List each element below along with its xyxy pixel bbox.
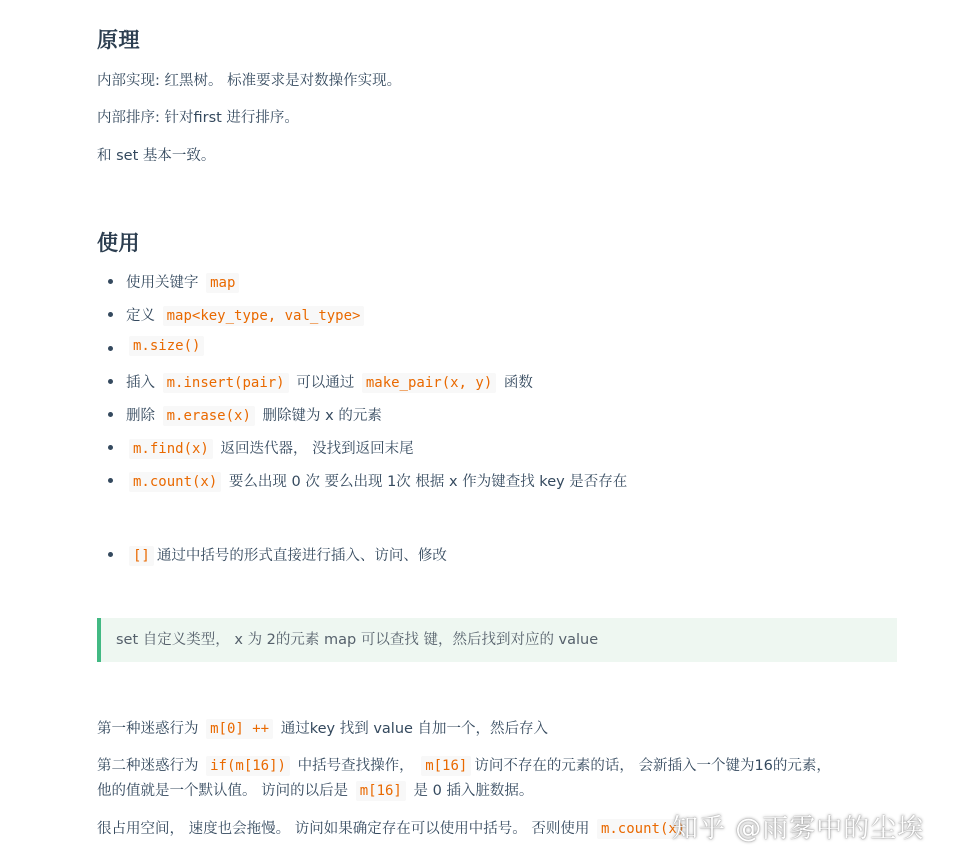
- list-item: [126, 404, 382, 425]
- paragraph-confusing-3: [97, 817, 692, 838]
- inline-code: m[16]: [421, 756, 471, 776]
- inline-code: m.insert(pair): [163, 373, 289, 393]
- para-text: 他的值就是一个默认值。 访问的以后是: [97, 783, 353, 799]
- inline-code: m[0] ++: [206, 719, 273, 739]
- item-text: 删除: [126, 408, 160, 424]
- list-item: [126, 437, 414, 458]
- item-text: 要么出现 0 次 要么出现 1次 根据 x 作为键查找 key 是否存在: [224, 474, 628, 490]
- tip-blockquote: set 自定义类型， x 为 2的元素 map 可以查找 键，然后找到对应的 value: [97, 618, 897, 662]
- list-item: [126, 371, 533, 392]
- para-text: 第一种迷惑行为: [97, 721, 204, 737]
- item-text: 函数: [499, 375, 533, 391]
- para-text: 通过key 找到 value 自加一个，然后存入: [276, 721, 549, 737]
- item-text: 返回迭代器， 没找到返回末尾: [215, 441, 414, 457]
- list-item: [126, 544, 447, 565]
- inline-code: m.find(x): [129, 439, 213, 459]
- para-text: 访问不存在的元素的话， 会新插入一个键为16的元素，: [474, 758, 831, 774]
- list-item: [126, 271, 242, 292]
- list-item: [126, 338, 207, 354]
- item-text: 通过中括号的形式直接进行插入、访问、修改: [156, 548, 447, 564]
- paragraph-like-set: 和 set 基本一致。: [97, 148, 216, 164]
- inline-code: make_pair(x, y): [362, 373, 496, 393]
- paragraph-confusing-2-cont: [97, 779, 533, 800]
- heading-principle: 原理: [97, 28, 140, 52]
- para-text: 第二种迷惑行为: [97, 758, 204, 774]
- item-text: 定义: [126, 308, 160, 324]
- paragraph-confusing-1: [97, 717, 548, 738]
- item-text: 插入: [126, 375, 160, 391]
- inline-code: []: [129, 546, 154, 566]
- inline-code: if(m[16]): [206, 756, 290, 776]
- item-text: 使用关键字: [126, 275, 204, 291]
- para-text: 是 0 插入脏数据。: [408, 783, 534, 799]
- item-text: 删除键为 x 的元素: [257, 408, 382, 424]
- inline-code: m.erase(x): [163, 406, 255, 426]
- inline-code: map: [206, 273, 239, 293]
- heading-usage: 使用: [97, 231, 140, 255]
- paragraph-impl: 内部实现: 红黑树。 标准要求是对数操作实现。: [97, 73, 402, 89]
- paragraph-confusing-2: [97, 754, 831, 775]
- list-item: [126, 304, 367, 325]
- item-text: 可以通过: [291, 375, 359, 391]
- para-text: 中括号查找操作，: [292, 758, 419, 774]
- inline-code: m[16]: [356, 781, 406, 801]
- inline-code: m.size(): [129, 336, 204, 356]
- inline-code: m.count(x): [597, 819, 689, 839]
- para-text: 很占用空间， 速度也会拖慢。 访问如果确定存在可以使用中括号。 否则使用: [97, 821, 594, 837]
- paragraph-sort: 内部排序: 针对first 进行排序。: [97, 110, 299, 126]
- inline-code: map<key_type, val_type>: [163, 306, 365, 326]
- inline-code: m.count(x): [129, 472, 221, 492]
- list-item: [126, 470, 627, 491]
- zhihu-watermark: 知乎 @雨雾中的尘埃: [672, 814, 925, 844]
